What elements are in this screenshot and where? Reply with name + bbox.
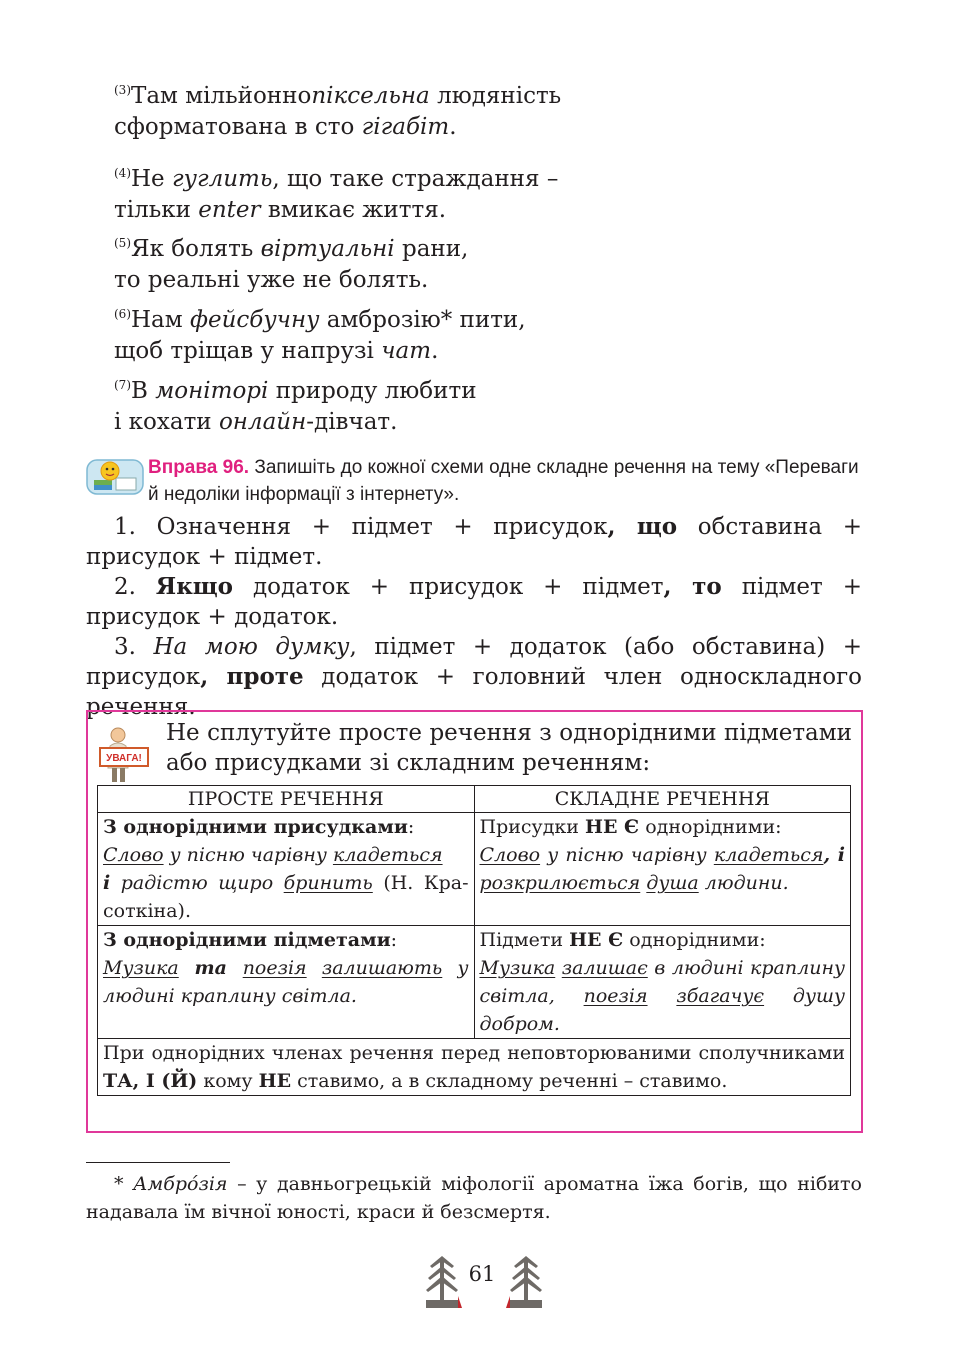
table-note-row — [98, 1039, 851, 1096]
column-header-complex: СКЛАДНЕ РЕЧЕННЯ — [474, 786, 851, 813]
underlined-word: Слово — [479, 844, 541, 866]
task-conjunction: , то — [663, 573, 722, 600]
cell-conjunction: , і — [823, 844, 845, 866]
page-number: 61 — [468, 1262, 496, 1286]
cell-text: : — [390, 929, 398, 951]
cell-text: Підмети — [479, 929, 570, 951]
task-text: 2. — [114, 574, 156, 600]
poem-text: . — [431, 338, 439, 364]
line-number: (3) — [114, 83, 131, 97]
poem-text: В — [131, 378, 156, 404]
cell-text: людини. — [698, 872, 789, 894]
poem-text: і кохати — [114, 409, 219, 435]
poem-line — [114, 305, 734, 336]
poem-emphasis: піксельна — [311, 83, 430, 109]
poem-emphasis: фейсбучну — [189, 307, 320, 333]
poem-line — [114, 234, 734, 265]
poem-line — [114, 336, 734, 367]
poem-text: сформатована в сто — [114, 114, 362, 140]
table-row — [98, 926, 851, 1039]
note-emphasis: ТА, І (Й) — [103, 1070, 198, 1092]
underlined-word: Музика — [103, 957, 179, 979]
table-note — [98, 1039, 851, 1096]
cell-text: у пісню чарівну — [540, 844, 714, 866]
task-conjunction: , що — [607, 513, 678, 540]
poem-emphasis: гігабіт — [361, 114, 450, 140]
task-text: підмет + присудок + додаток. — [86, 574, 862, 630]
line-number: (7) — [114, 378, 131, 392]
task-item — [86, 512, 862, 572]
comparison-table — [97, 785, 851, 1096]
footnote-text: – у давньогрецькій міфології ароматна їжа богів, що нібито надавала їм вічної юності, краси й безсмертя. — [86, 1173, 862, 1223]
line-number: (4) — [114, 166, 131, 180]
poem-line — [114, 195, 734, 226]
note-emphasis: НЕ — [258, 1070, 292, 1092]
footnote-divider — [86, 1162, 230, 1163]
exercise-title: Вправа 96. — [148, 457, 250, 478]
tree-ornament-icon — [506, 1252, 546, 1312]
cell-text: душу добром. — [479, 985, 845, 1035]
line-number: (5) — [114, 236, 131, 250]
attention-badge: УВАГА! — [106, 753, 142, 764]
cell-conjunction: і — [103, 872, 111, 894]
footnote-term: Амбро́зія — [133, 1173, 228, 1195]
poem-emphasis: віртуальні — [260, 236, 395, 262]
line-number: (6) — [114, 307, 131, 321]
poem-text: Не — [131, 166, 172, 192]
cell-text — [307, 957, 322, 979]
task-list — [86, 512, 862, 722]
cell-text: в людині краплину світла, — [479, 957, 845, 1007]
footnote — [86, 1170, 862, 1226]
poem-line — [114, 81, 734, 112]
note-text: кому — [197, 1070, 259, 1092]
poem-line — [114, 407, 734, 438]
cell-text: у людині краплину світла. — [103, 957, 469, 1007]
table-cell-complex — [474, 813, 851, 926]
table-header-row — [98, 786, 851, 813]
task-text: обставина + присудок + підмет. — [86, 514, 862, 570]
example-sentence — [103, 957, 469, 1007]
task-conjunction: Якщо — [155, 573, 234, 600]
poem-emphasis: моніторі — [155, 378, 269, 404]
task-text: 1. Означення + підмет + присудок — [114, 514, 608, 540]
task-text: додаток + головний член односкладного речення. — [86, 664, 862, 720]
underlined-word: розкрилюється — [479, 872, 641, 894]
poem-text: , що таке страждання – — [272, 166, 559, 192]
underlined-word: поезія — [242, 957, 307, 979]
poem-line — [114, 164, 734, 195]
poem-emphasis: чат — [381, 338, 432, 364]
poem-emphasis: онлайн — [218, 409, 307, 435]
underlined-word: Музика — [479, 957, 556, 979]
task-item — [86, 572, 862, 632]
attention-intro: Не сплутуйте просте речення з однорідними підметами або присудками зі складним реченням: — [166, 720, 852, 776]
poem-text: людяність — [429, 83, 562, 109]
cell-text: Присудки — [479, 816, 585, 838]
poem-stanza-6 — [114, 305, 734, 367]
column-header-simple: ПРОСТЕ РЕЧЕННЯ — [98, 786, 475, 813]
exercise-text — [148, 454, 868, 508]
poem-line — [114, 376, 734, 407]
schoolbook-sun-icon — [86, 456, 144, 498]
underlined-word: збагачує — [676, 985, 765, 1007]
poem-stanza-7 — [114, 376, 734, 438]
table-row — [98, 813, 851, 926]
cell-source: (Н. Красоткіна). — [103, 872, 469, 922]
exercise-instruction: Запишіть до кожної схеми одне складне речення на тему «Переваги й недоліки інформації з інтернету». — [148, 457, 859, 505]
task-conjunction: , проте — [200, 663, 304, 690]
poem-emphasis: enter — [198, 197, 261, 223]
poem-text: Нам — [131, 307, 190, 333]
underlined-word: кладеться — [332, 844, 443, 866]
cell-heading: З однорідними присудками — [103, 816, 408, 838]
table-cell-simple — [98, 813, 475, 926]
cell-text — [648, 985, 677, 1007]
underlined-word: залишають — [321, 957, 443, 979]
poem-emphasis: гуглить — [171, 166, 273, 192]
cell-text: однорідними: — [639, 816, 782, 838]
poem-text: -дівчат. — [306, 409, 398, 435]
underlined-word: бринить — [283, 872, 373, 894]
poem-line — [114, 112, 734, 143]
cell-text: однорідними: — [623, 929, 766, 951]
example-sentence — [480, 844, 846, 894]
cell-emphasis: НЕ Є — [569, 929, 624, 951]
poem-text: Там мільйонно — [131, 83, 312, 109]
poem-stanza-4 — [114, 164, 734, 226]
attention-box — [86, 710, 863, 1133]
note-text: При однорідних членах речення перед неповторюваними сполучниками — [103, 1042, 845, 1064]
cell-text: : — [407, 816, 415, 838]
poem-line: то реальні уже не болять. — [114, 267, 429, 293]
poem-text: щоб тріщав у напрузі — [114, 338, 382, 364]
underlined-word: поезія — [583, 985, 648, 1007]
poem-stanza-3 — [114, 81, 734, 143]
task-text: , підмет + додаток (або обставина) + присудок — [86, 634, 863, 690]
underlined-word: залишає — [561, 957, 648, 979]
cell-emphasis: НЕ Є — [585, 816, 640, 838]
task-emphasis: На мою думку — [153, 634, 350, 660]
poem-text: вмикає життя. — [260, 197, 447, 223]
note-text: ставимо, а в складному реченні – ставимо. — [291, 1070, 728, 1092]
cell-text: у пісню чарівну — [163, 844, 333, 866]
table-cell-simple — [98, 926, 475, 1039]
attention-sign-icon — [96, 726, 152, 784]
poem-stanza-5 — [114, 234, 734, 296]
poem-text: природу любити — [268, 378, 477, 404]
task-text: 3. — [114, 634, 154, 660]
underlined-word: кладеться — [713, 844, 824, 866]
footnote-marker: * — [114, 1173, 134, 1195]
table-cell-complex — [474, 926, 851, 1039]
cell-text: радістю щиро — [110, 872, 284, 894]
underlined-word: Слово — [103, 844, 164, 866]
tree-ornament-icon — [422, 1252, 462, 1312]
poem-text: рани, — [394, 236, 469, 262]
poem-text: . — [449, 114, 457, 140]
cell-heading: З однорідними підметами — [103, 929, 391, 951]
poem-text: амброзію* пити, — [319, 307, 526, 333]
poem-text: Як болять — [131, 236, 261, 262]
task-item — [86, 632, 862, 722]
example-sentence — [480, 957, 846, 1035]
cell-conjunction: та — [178, 957, 243, 979]
task-text: додаток + присудок + підмет — [233, 574, 664, 600]
underlined-word: душа — [646, 872, 699, 894]
poem-text: тільки — [114, 197, 199, 223]
